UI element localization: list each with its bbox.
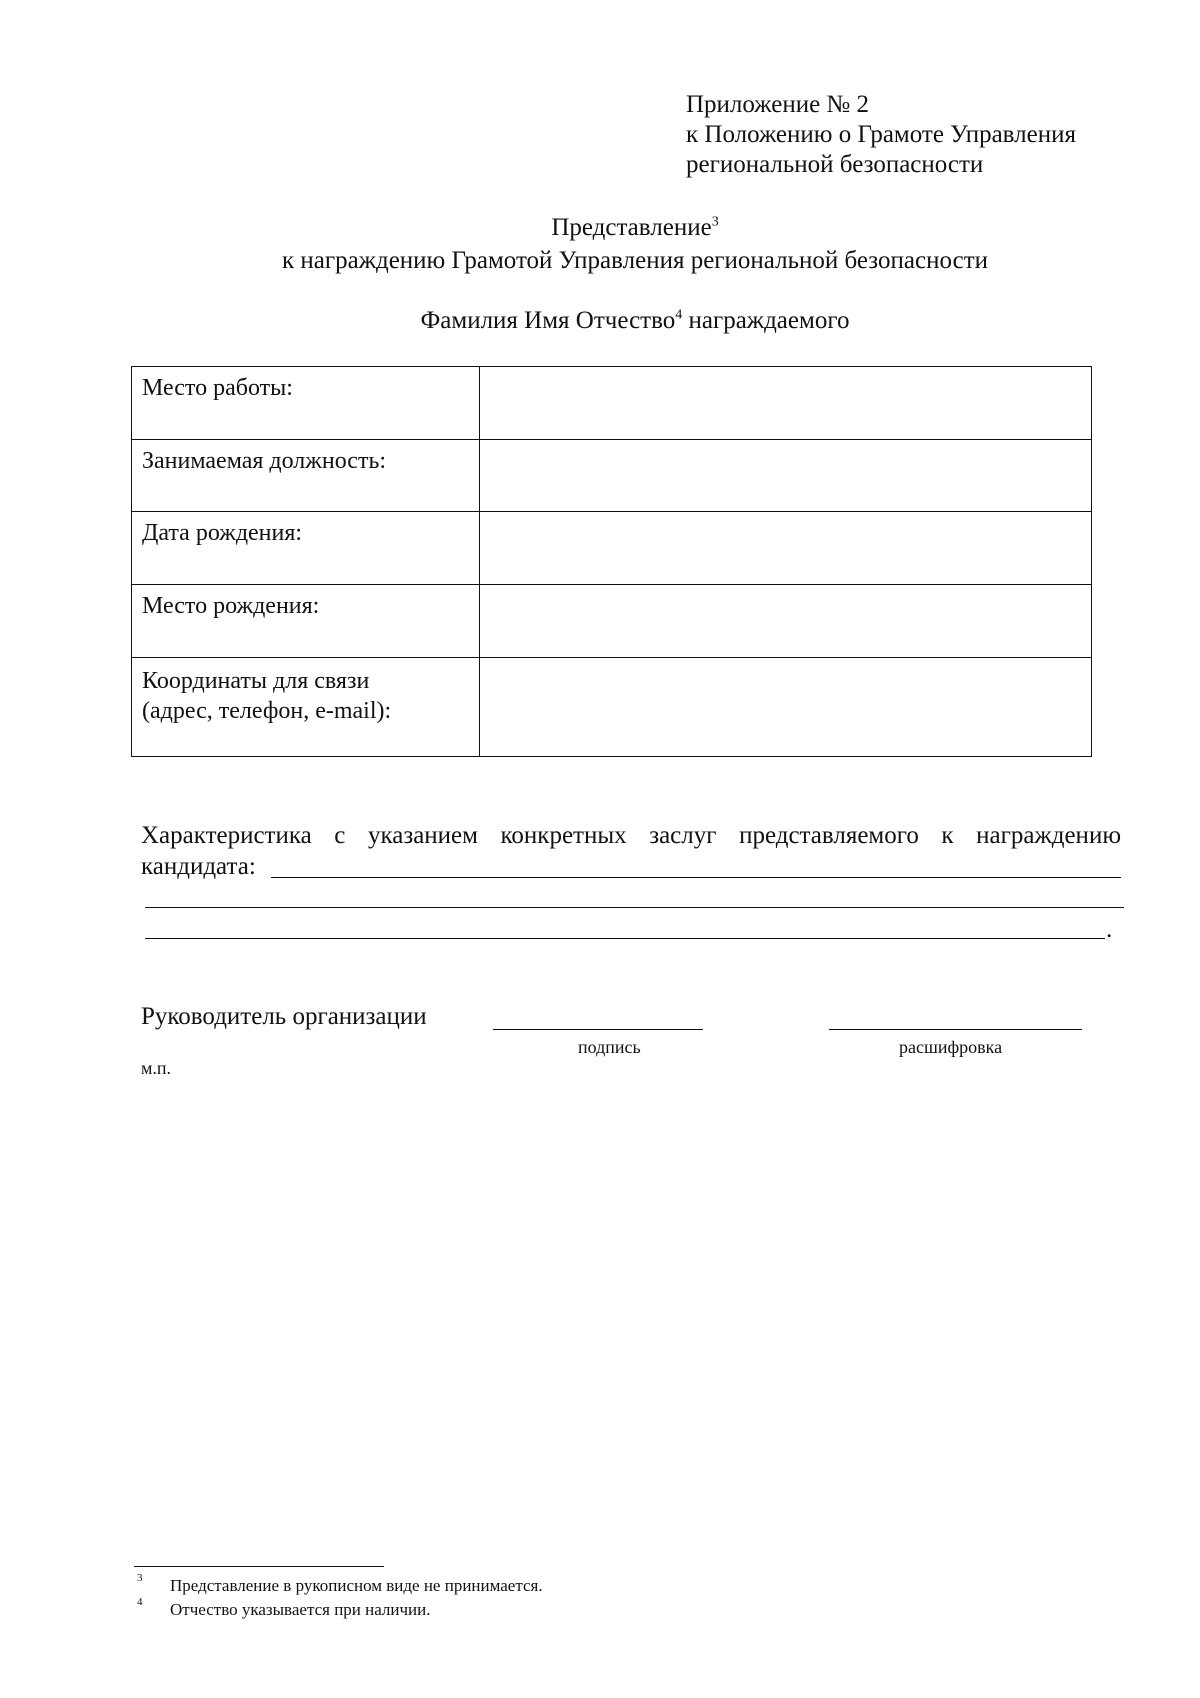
- birth-date-field[interactable]: [480, 512, 1092, 585]
- table-row: [132, 512, 1092, 585]
- awardee-name-heading: [0, 307, 1200, 335]
- position-field[interactable]: [480, 440, 1092, 512]
- document-subtitle: к награждению Грамотой Управления региональной безопасности: [281, 247, 989, 274]
- birth-place-label: Место рождения:: [132, 585, 480, 658]
- signature-caption: подпись: [578, 1037, 641, 1057]
- footnote-mark-3: 3: [711, 214, 719, 230]
- contacts-label: [132, 658, 480, 757]
- seal-label: м.п.: [141, 1058, 172, 1078]
- table-row: [132, 585, 1092, 658]
- signature-line[interactable]: [493, 1029, 703, 1030]
- characteristic-text: Характеристика с указанием конкретных заслуг представляемого к награждению: [141, 822, 1121, 849]
- appendix-header: [686, 90, 1076, 180]
- position-label: Занимаемая должность:: [132, 440, 480, 512]
- footnote-mark-4: 4: [675, 307, 683, 323]
- birth-place-field[interactable]: [480, 585, 1092, 658]
- title-main: Представление: [551, 214, 712, 241]
- table-row: [132, 367, 1092, 440]
- characteristic-end-mark: .: [1106, 916, 1113, 943]
- contacts-label-line2: (адрес, телефон, e-mail):: [142, 698, 392, 724]
- contacts-field[interactable]: [480, 658, 1092, 757]
- footnote-separator: [134, 1566, 384, 1567]
- birth-date-label: Дата рождения:: [132, 512, 480, 585]
- workplace-label: Место работы:: [132, 367, 480, 440]
- appendix-number: Приложение № 2: [686, 91, 870, 118]
- candidate-label: кандидата:: [141, 853, 256, 880]
- awardee-name-suffix: награждаемого: [682, 307, 850, 334]
- footnote-3-mark: 3: [137, 1572, 143, 1584]
- appendix-reference-cont: региональной безопасности: [686, 151, 984, 178]
- table-row: [132, 440, 1092, 512]
- awardee-info-table: [131, 366, 1092, 757]
- characteristic-line-2[interactable]: [145, 907, 1124, 908]
- awardee-name-label: Фамилия Имя Отчество: [420, 307, 676, 334]
- transcript-line[interactable]: [829, 1029, 1082, 1030]
- characteristic-line-1[interactable]: [271, 877, 1121, 878]
- footnote-3-text: Представление в рукописном виде не принимается.: [170, 1576, 543, 1595]
- contacts-label-line1: Координаты для связи: [142, 668, 370, 694]
- document-title: [0, 214, 1200, 242]
- transcript-caption: расшифровка: [899, 1037, 1003, 1057]
- footnote-4-text: Отчество указывается при наличии.: [170, 1600, 431, 1619]
- characteristic-line-3[interactable]: [145, 938, 1105, 939]
- appendix-reference: к Положению о Грамоте Управления: [686, 121, 1076, 148]
- footnote-4-mark: 4: [137, 1596, 143, 1608]
- workplace-field[interactable]: [480, 367, 1092, 440]
- table-row: [132, 658, 1092, 757]
- head-of-organization-label: Руководитель организации: [141, 1003, 427, 1030]
